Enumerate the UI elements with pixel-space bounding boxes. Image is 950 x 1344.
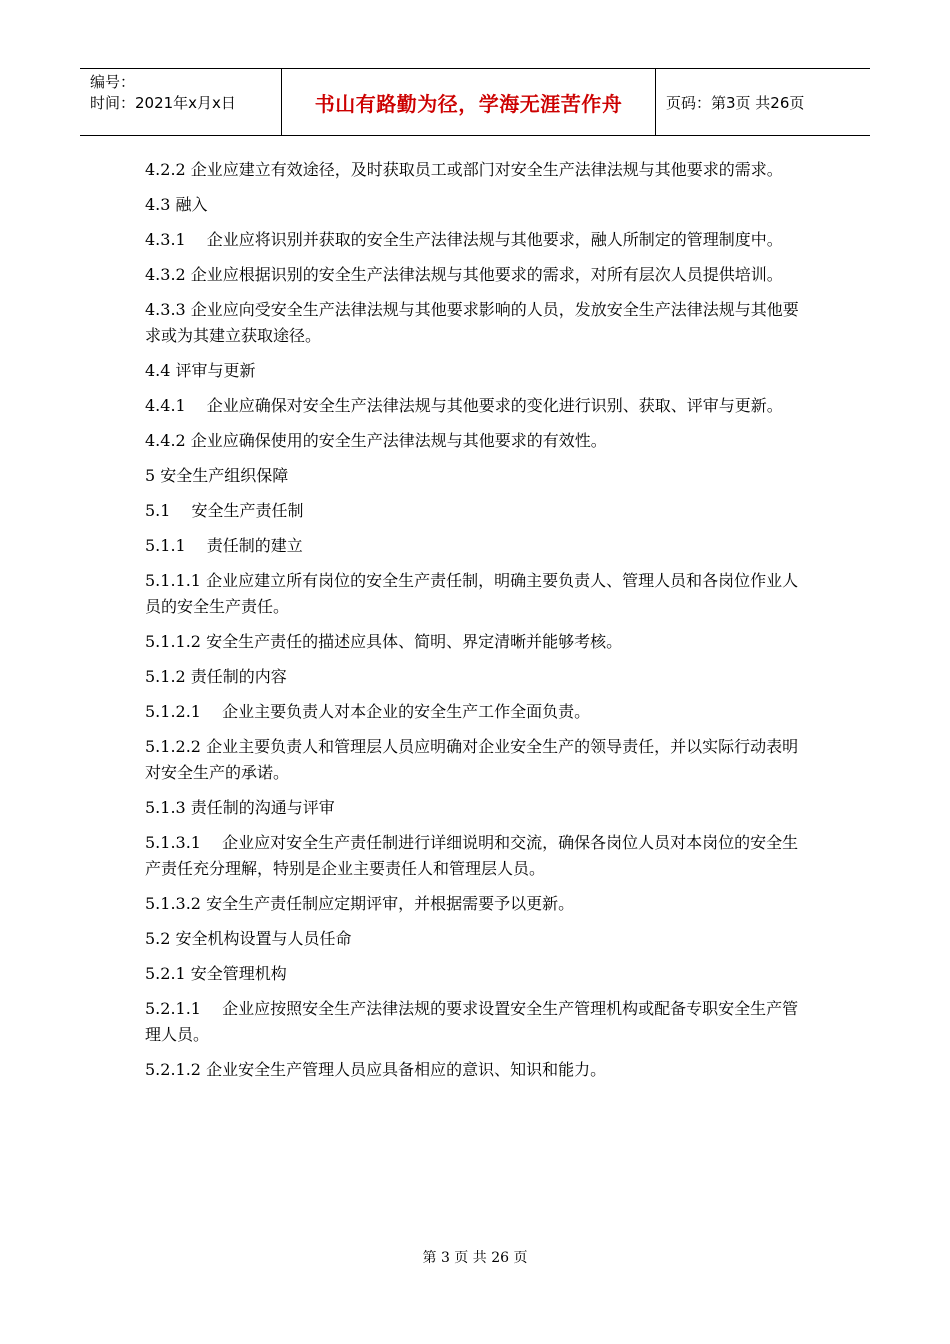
paragraph: 4.3.2 企业应根据识别的安全生产法律法规与其他要求的需求，对所有层次人员提供培训。 (145, 265, 783, 284)
paragraph: 4.3.3 企业应向受安全生产法律法规与其他要求影响的人员，发放安全生产法律法规与其他要求或为其建立获取途径。 (145, 300, 799, 345)
paragraph: 5.1.1.1 企业应建立所有岗位的安全生产责任制，明确主要负责人、管理人员和各岗位作业人员的安全生产责任。 (145, 571, 799, 616)
section-heading: 5.1.3 责任制的沟通与评审 (145, 798, 335, 817)
document-body (145, 157, 805, 1092)
section-heading: 5.2.1 安全管理机构 (145, 964, 287, 983)
section-heading: 5.1.1 责任制的建立 (145, 536, 303, 555)
paragraph: 5.2.1.2 企业安全生产管理人员应具备相应的意识、知识和能力。 (145, 1060, 607, 1079)
paragraph: 5.2.1.1 企业应按照安全生产法律法规的要求设置安全生产管理机构或配备专职安全生产管理人员。 (145, 999, 799, 1044)
document-number: 编号： (90, 73, 136, 91)
document-time: 时间：2021年x月x日 (90, 94, 236, 112)
paragraph: 4.4.2 企业应确保使用的安全生产法律法规与其他要求的有效性。 (145, 431, 607, 450)
page-footer: 第 3 页 共 26 页 (422, 1250, 528, 1266)
section-heading: 5.2 安全机构设置与人员任命 (145, 929, 352, 948)
paragraph: 4.3.1 企业应将识别并获取的安全生产法律法规与其他要求，融人所制定的管理制度中。 (145, 230, 783, 249)
page-header (80, 68, 870, 136)
paragraph: 5.1.1.2 安全生产责任的描述应具体、简明、界定清晰并能够考核。 (145, 632, 623, 651)
paragraph: 4.2.2 企业应建立有效途径，及时获取员工或部门对安全生产法律法规与其他要求的需求。 (145, 160, 783, 179)
section-heading: 5.1 安全生产责任制 (145, 501, 304, 520)
header-page-info: 页码：第3页 共26页 (666, 93, 805, 112)
header-motto: 书山有路勤为径，学海无涯苦作舟 (282, 69, 656, 135)
paragraph: 5.1.2.1 企业主要负责人对本企业的安全生产工作全面负责。 (145, 702, 591, 721)
section-heading: 5 安全生产组织保障 (145, 466, 289, 485)
section-heading: 4.4 评审与更新 (145, 361, 256, 380)
section-heading: 5.1.2 责任制的内容 (145, 667, 287, 686)
paragraph: 4.4.1 企业应确保对安全生产法律法规与其他要求的变化进行识别、获取、评审与更新。 (145, 396, 783, 415)
paragraph: 5.1.3.1 企业应对安全生产责任制进行详细说明和交流，确保各岗位人员对本岗位的安全生产责任充分理解，特别是企业主要责任人和管理层人员。 (145, 833, 799, 878)
paragraph: 5.1.3.2 安全生产责任制应定期评审，并根据需要予以更新。 (145, 894, 575, 913)
paragraph: 5.1.2.2 企业主要负责人和管理层人员应明确对企业安全生产的领导责任，并以实际行动表明对安全生产的承诺。 (145, 737, 799, 782)
header-meta (80, 69, 282, 135)
section-heading: 4.3 融入 (145, 195, 208, 214)
